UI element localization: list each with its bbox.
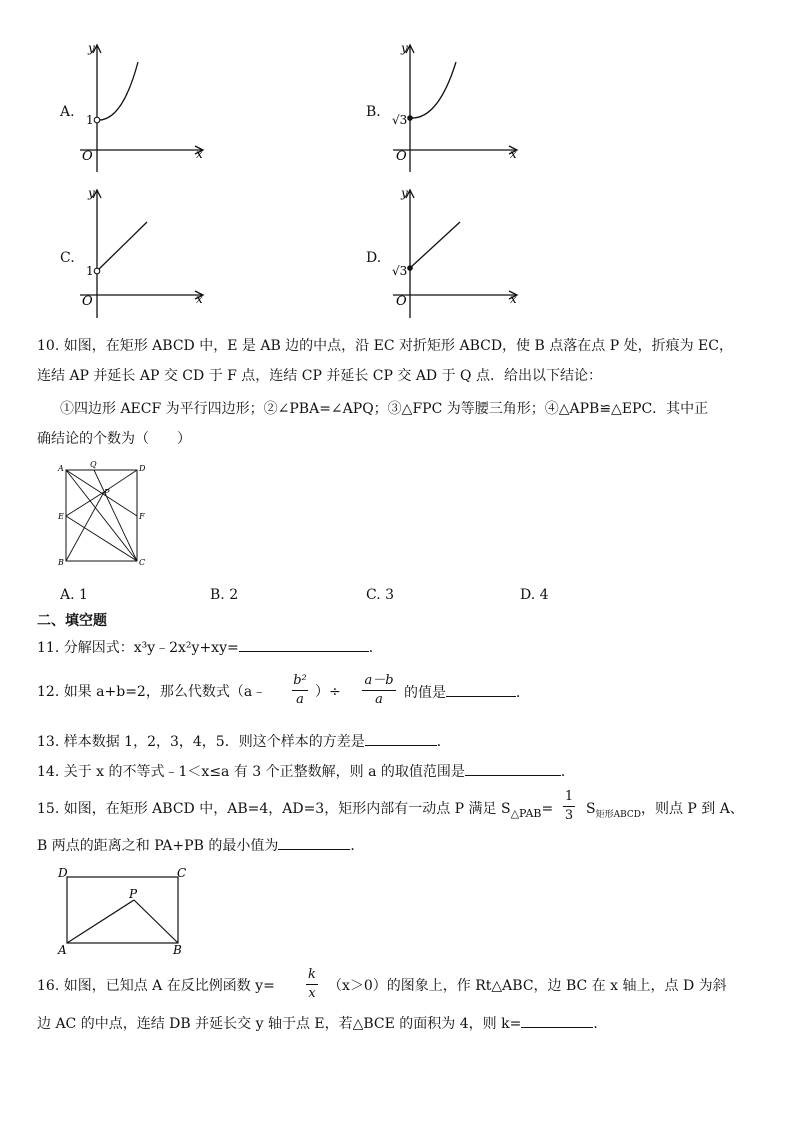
- q12-end: ．: [516, 685, 530, 701]
- y-axis-label: y: [401, 41, 408, 55]
- label-b: B: [58, 558, 64, 567]
- label-q: Q: [90, 460, 97, 469]
- label-d: D: [58, 866, 68, 880]
- q10-line3: ①四边形 AECF 为平行四边形；②∠PBA=∠APQ；③△FPC 为等腰三角形；④△APB≌△EPC．其中正: [60, 401, 709, 417]
- q12-suffix: 的值是: [404, 685, 446, 701]
- q12-middle: ）÷: [315, 684, 341, 700]
- q15-sub1: △PAB: [510, 807, 542, 820]
- q15-prefix: 15. 如图，在矩形 ABCD 中，AB=4，AD=3，矩形内部有一动点 P 满足 S: [37, 801, 511, 817]
- q10-line4: 确结论的个数为（ ）: [37, 431, 191, 447]
- intercept-label: 1: [86, 264, 94, 278]
- q15-sub2: 矩形ABCD: [595, 810, 641, 820]
- section-title: 二、填空题: [37, 613, 107, 629]
- q10-choice-a: A. 1: [60, 587, 88, 603]
- q16-end: ．: [593, 1016, 608, 1032]
- x-axis-label: x: [510, 147, 517, 161]
- q13-text: 13. 样本数据 1，2，3，4，5．则这个样本的方差是: [37, 734, 365, 750]
- label-a: A: [58, 464, 64, 473]
- q15-end: ．: [350, 838, 365, 854]
- label-f: F: [139, 512, 145, 521]
- label-c: C: [177, 866, 187, 880]
- q16-line2-text: 边 AC 的中点，连结 DB 并延长交 y 轴于点 E，若△BCE 的面积为 4，则 k=: [37, 1016, 522, 1032]
- q11-end: ．: [368, 640, 383, 656]
- intercept-label: 1: [86, 113, 94, 127]
- q16-suffix: （x＞0）的图象上，作 Rt△ABC，边 BC 在 x 轴上，点 D 为斜: [328, 978, 727, 994]
- q10-line1: 10. 如图，在矩形 ABCD 中，E 是 AB 边的中点，沿 EC 对折矩形 ABCD，使 B 点落在点 P 处，折痕为 EC，: [37, 338, 733, 354]
- y-axis-label: y: [88, 186, 95, 200]
- q15-frac-num: 1: [564, 789, 574, 804]
- q11-text: 11. 分解因式：x³y﹣2x²y+xy=: [37, 640, 239, 656]
- y-axis-label: y: [401, 186, 408, 200]
- origin-label: O: [82, 149, 93, 164]
- origin-label: O: [82, 294, 93, 309]
- label-p: P: [104, 488, 110, 497]
- q15-frac-den: 3: [564, 808, 574, 823]
- q14-text: 14. 关于 x 的不等式﹣1＜x≤a 有 3 个正整数解，则 a 的取值范围是: [37, 764, 465, 780]
- q10-choice-d: D. 4: [520, 587, 549, 603]
- label-e: E: [58, 512, 64, 521]
- label-d: D: [139, 464, 146, 473]
- y-axis-label: y: [88, 41, 95, 55]
- q12-frac2-num: a－b: [364, 673, 394, 688]
- label-a: A: [58, 943, 67, 957]
- label-b: B: [173, 943, 182, 957]
- q12-prefix: 12. 如果 a+b=2，那么代数式（a﹣: [37, 684, 267, 700]
- q16-frac-num: k: [308, 967, 316, 982]
- q16-blank: [521, 1013, 593, 1028]
- label-p: P: [129, 887, 138, 901]
- option-d-label: D.: [366, 250, 382, 266]
- origin-label: O: [396, 294, 407, 309]
- q15-mid: S: [586, 801, 596, 817]
- q13-end: ．: [436, 734, 451, 750]
- x-axis-label: x: [196, 147, 203, 161]
- x-axis-label: x: [196, 292, 203, 306]
- q15-line2-text: B 两点的距离之和 PA+PB 的最小值为: [37, 838, 279, 854]
- option-b-label: B.: [366, 104, 381, 120]
- option-a-label: A.: [60, 104, 75, 120]
- q12-frac2-den: a: [375, 692, 383, 707]
- q16-line2: [37, 1013, 607, 1034]
- intercept-label: √3: [392, 264, 408, 278]
- origin-label: O: [396, 149, 407, 164]
- q16-prefix: 16. 如图，已知点 A 在反比例函数 y=: [37, 978, 275, 994]
- label-c: C: [139, 558, 146, 567]
- q10-choice-c: C. 3: [366, 587, 395, 603]
- q12-frac1-num: b²: [293, 673, 307, 688]
- q14-end: ．: [560, 764, 575, 780]
- q10-line2: 连结 AP 并延长 AP 交 CD 于 F 点，连结 CP 并延长 CP 交 AD 于 Q 点．给出以下结论：: [37, 368, 602, 384]
- q10-choice-b: B. 2: [210, 587, 239, 603]
- q16-frac-den: x: [308, 986, 316, 1001]
- intercept-label: √3: [392, 113, 408, 127]
- q15-eq: =: [541, 801, 554, 817]
- q15-suffix: ，则点 P 到 A、: [640, 801, 744, 817]
- q12-frac1-den: a: [296, 692, 304, 707]
- x-axis-label: x: [510, 292, 517, 306]
- q16-fraction: [306, 967, 318, 1002]
- option-c-label: C.: [60, 250, 75, 266]
